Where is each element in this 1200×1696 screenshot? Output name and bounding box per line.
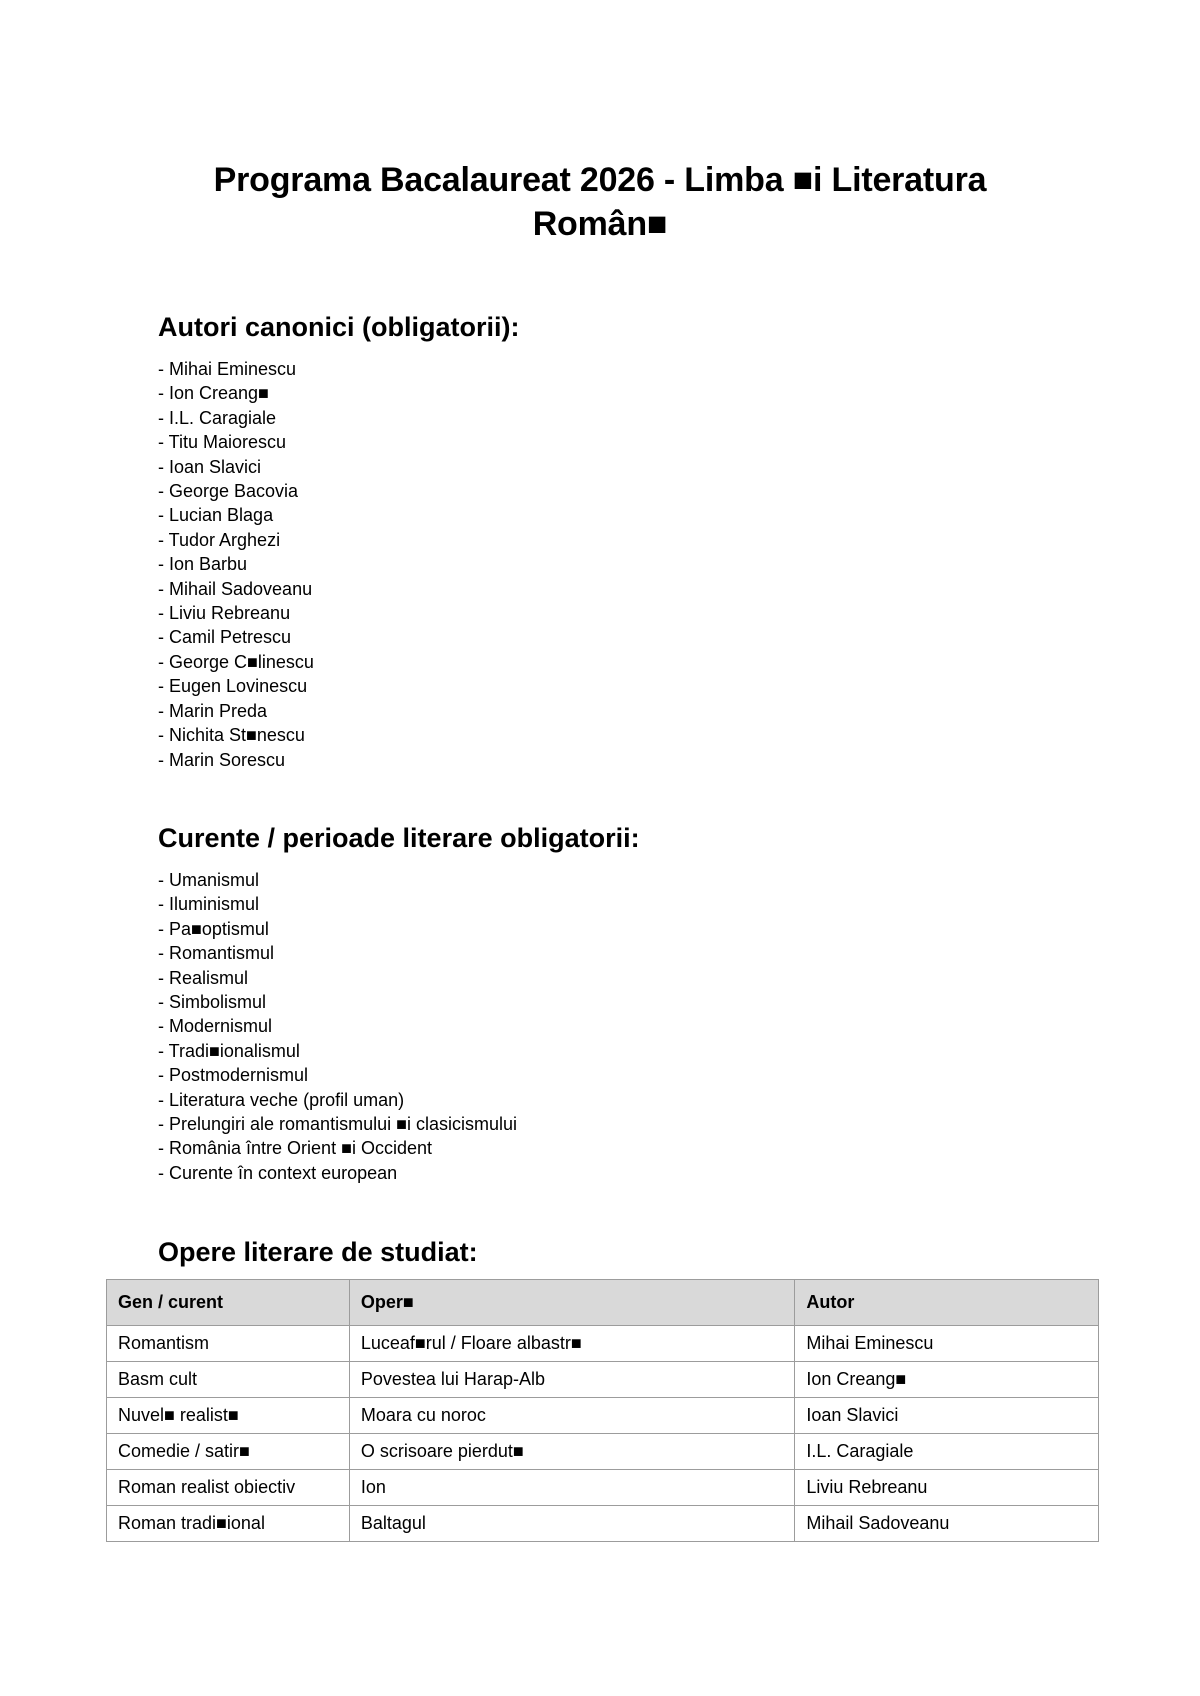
list-item: - Romantismul bbox=[158, 943, 275, 964]
list-item: - Marin Sorescu bbox=[158, 749, 286, 770]
table-row bbox=[107, 1326, 1099, 1362]
list-item: - Postmodernismul bbox=[158, 1065, 309, 1086]
list-item: - I.L. Caragiale bbox=[158, 407, 277, 428]
currents-list bbox=[158, 868, 517, 1185]
currents-heading: Curente / perioade literare obligatorii: bbox=[158, 823, 640, 853]
list-item: - Ion Barbu bbox=[158, 554, 248, 575]
list-item: - Titu Maiorescu bbox=[158, 432, 287, 453]
list-item: - Camil Petrescu bbox=[158, 627, 292, 648]
table-row bbox=[107, 1470, 1099, 1506]
list-item: - George C■linescu bbox=[158, 651, 314, 672]
list-item: - Mihai Eminescu bbox=[158, 359, 297, 379]
cell-genre: Romantism bbox=[107, 1326, 350, 1362]
cell-author: Mihail Sadoveanu bbox=[795, 1506, 1099, 1542]
list-item: - George Bacovia bbox=[158, 481, 299, 502]
cell-work: Luceaf■rul / Floare albastr■ bbox=[349, 1326, 794, 1362]
works-table bbox=[106, 1279, 1099, 1542]
cell-genre: Roman realist obiectiv bbox=[107, 1470, 350, 1506]
list-item: - Marin Preda bbox=[158, 700, 268, 721]
list-item: - Modernismul bbox=[158, 1016, 273, 1037]
cell-genre: Nuvel■ realist■ bbox=[107, 1398, 350, 1434]
cell-author: Ioan Slavici bbox=[795, 1398, 1099, 1434]
list-item: - Tudor Arghezi bbox=[158, 529, 281, 550]
list-item: - Eugen Lovinescu bbox=[158, 676, 308, 697]
cell-author: I.L. Caragiale bbox=[795, 1434, 1099, 1470]
cell-genre: Comedie / satir■ bbox=[107, 1434, 350, 1470]
list-item: - Lucian Blaga bbox=[158, 505, 274, 526]
list-item: - Prelungiri ale romantismului ■i clasicismului bbox=[158, 1114, 517, 1135]
list-item: - Umanismul bbox=[158, 870, 260, 890]
works-heading: Opere literare de studiat: bbox=[158, 1237, 478, 1267]
cell-work: Moara cu noroc bbox=[349, 1398, 794, 1434]
authors-list bbox=[158, 357, 314, 772]
list-item: - Ion Creang■ bbox=[158, 383, 269, 404]
cell-work: O scrisoare pierdut■ bbox=[349, 1434, 794, 1470]
list-item: - Mihail Sadoveanu bbox=[158, 578, 313, 599]
table-row bbox=[107, 1434, 1099, 1470]
table-row bbox=[107, 1362, 1099, 1398]
authors-heading: Autori canonici (obligatorii): bbox=[158, 312, 520, 342]
column-header-genre: Gen / curent bbox=[107, 1280, 350, 1326]
table-row bbox=[107, 1506, 1099, 1542]
cell-work: Baltagul bbox=[349, 1506, 794, 1542]
list-item: - Realismul bbox=[158, 967, 249, 988]
column-header-author: Autor bbox=[795, 1280, 1099, 1326]
list-item: - Tradi■ionalismul bbox=[158, 1040, 300, 1061]
list-item: - Simbolismul bbox=[158, 992, 267, 1013]
list-item: - Ioan Slavici bbox=[158, 456, 262, 477]
cell-work: Ion bbox=[349, 1470, 794, 1506]
cell-genre: Basm cult bbox=[107, 1362, 350, 1398]
cell-author: Ion Creang■ bbox=[795, 1362, 1099, 1398]
cell-author: Mihai Eminescu bbox=[795, 1326, 1099, 1362]
list-item: - Nichita St■nescu bbox=[158, 725, 305, 746]
list-item: - Iluminismul bbox=[158, 894, 260, 915]
list-item: - România între Orient ■i Occident bbox=[158, 1138, 432, 1159]
list-item: - Curente în context european bbox=[158, 1162, 398, 1183]
list-item: - Pa■optismul bbox=[158, 918, 269, 939]
cell-work: Povestea lui Harap-Alb bbox=[349, 1362, 794, 1398]
table-header-row bbox=[107, 1280, 1099, 1326]
column-header-work: Oper■ bbox=[349, 1280, 794, 1326]
list-item: - Liviu Rebreanu bbox=[158, 603, 291, 624]
list-item: - Literatura veche (profil uman) bbox=[158, 1089, 405, 1110]
cell-author: Liviu Rebreanu bbox=[795, 1470, 1099, 1506]
table-row bbox=[107, 1398, 1099, 1434]
page-title: Programa Bacalaureat 2026 - Limba ■i Literatura Român■ bbox=[213, 161, 987, 243]
cell-genre: Roman tradi■ional bbox=[107, 1506, 350, 1542]
